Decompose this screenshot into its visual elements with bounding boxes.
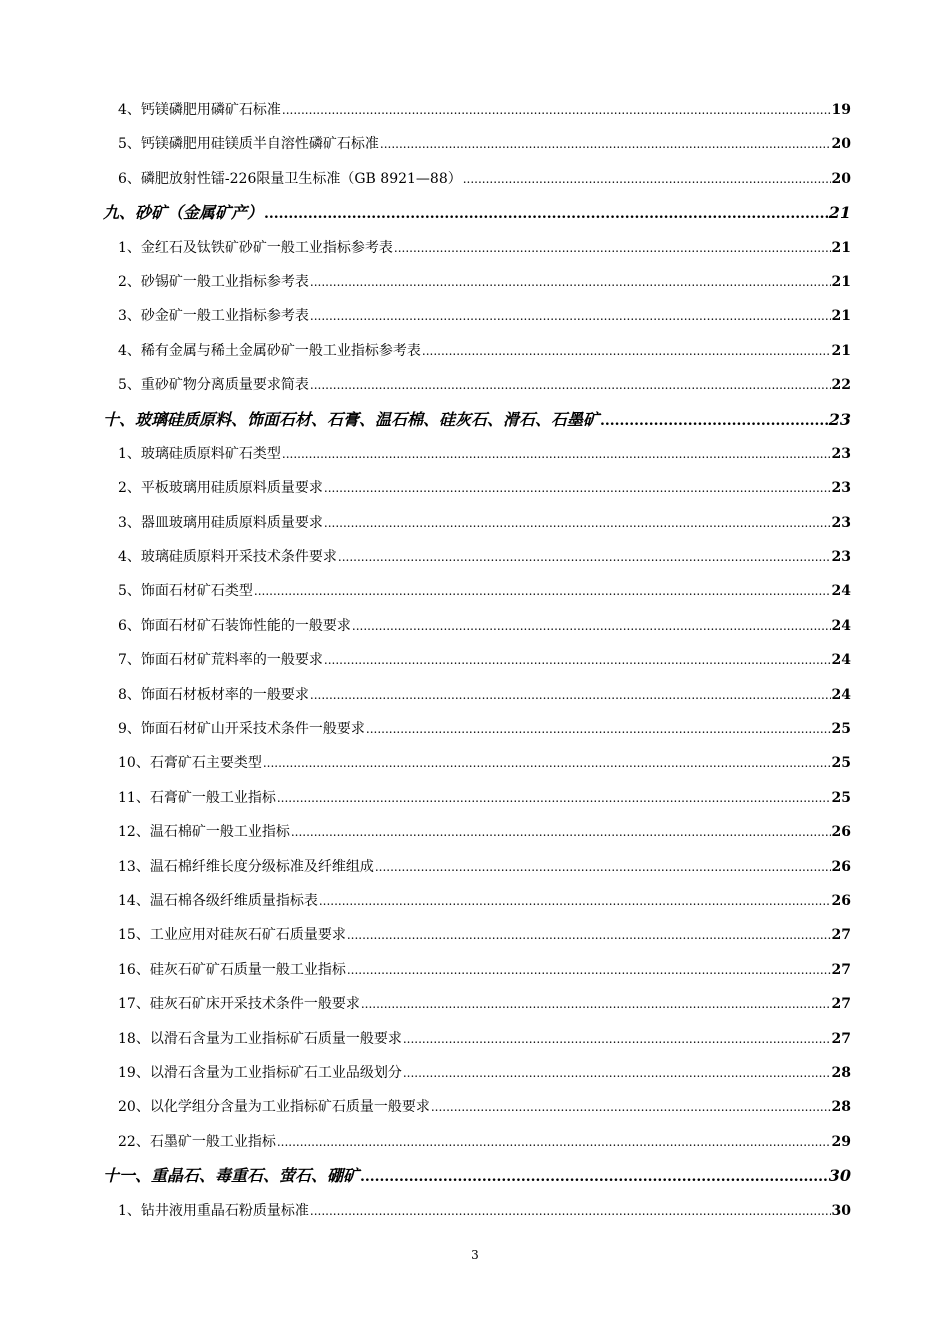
dot-leader: [463, 162, 831, 196]
toc-entry-title: 8、饰面石材板材率的一般要求: [118, 686, 309, 703]
toc-entry-page: 23: [831, 445, 851, 462]
dot-leader: [263, 746, 831, 780]
toc-entry-title: 18、以滑石含量为工业指标矿石质量一般要求: [118, 1030, 402, 1047]
toc-entry-page: 19: [831, 102, 851, 118]
toc-entry-page: 30: [831, 1202, 851, 1219]
dot-leader: [403, 1056, 831, 1090]
dot-leader: [431, 1090, 831, 1124]
dot-leader: [422, 334, 831, 368]
toc-entry[interactable]: [103, 884, 851, 918]
toc-entry[interactable]: [103, 1194, 851, 1228]
dot-leader: [347, 953, 831, 987]
toc-entry[interactable]: [103, 231, 851, 265]
toc-entry-title: 16、硅灰石矿矿石质量一般工业指标: [118, 961, 346, 978]
dot-leader: [403, 1022, 831, 1056]
dot-leader: [352, 609, 831, 643]
dot-leader: [319, 884, 831, 918]
dot-leader: [264, 197, 828, 231]
dot-leader: [324, 471, 831, 505]
toc-entry[interactable]: [103, 162, 851, 196]
toc-entry-page: 26: [831, 892, 851, 909]
toc-entry-title: 4、稀有金属与稀土金属砂矿一般工业指标参考表: [118, 342, 421, 359]
toc-entry-title: 3、器皿玻璃用硅质原料质量要求: [118, 514, 323, 531]
toc-entry-title: 14、温石棉各级纤维质量指标表: [118, 892, 318, 909]
toc-entry-page: 28: [831, 1064, 851, 1081]
toc-entry[interactable]: [103, 334, 851, 368]
toc-entry-page: 24: [831, 652, 851, 669]
toc-entry-title: 20、以化学组分含量为工业指标矿石质量一般要求: [118, 1099, 430, 1116]
toc-section-heading[interactable]: [103, 1159, 851, 1193]
toc-entry-page: 24: [831, 686, 851, 703]
toc-entry[interactable]: [103, 953, 851, 987]
toc-entry-page: 26: [831, 858, 851, 875]
toc-entry-page: 27: [831, 1030, 851, 1047]
dot-leader: [375, 850, 831, 884]
dot-leader: [324, 506, 831, 540]
toc-entry-page: 25: [831, 789, 851, 806]
toc-entry[interactable]: [103, 678, 851, 712]
toc-entry[interactable]: [103, 850, 851, 884]
toc-entry[interactable]: [103, 815, 851, 849]
toc-entry-page: 21: [828, 203, 851, 223]
toc-entry-title: 4、钙镁磷肥用磷矿石标准: [118, 102, 281, 118]
toc-entry-title: 9、饰面石材矿山开采技术条件一般要求: [118, 721, 365, 738]
dot-leader: [310, 368, 831, 402]
dot-leader: [380, 127, 831, 161]
toc-entry-page: 23: [828, 409, 851, 429]
toc-entry-page: 27: [831, 996, 851, 1013]
toc-entry-title: 1、钻井液用重晶石粉质量标准: [118, 1202, 309, 1219]
toc-entry-page: 20: [831, 136, 851, 153]
toc-entry[interactable]: [103, 781, 851, 815]
toc-entry-title: 十一、重晶石、毒重石、萤石、硼矿: [103, 1166, 360, 1186]
toc-entry[interactable]: [103, 574, 851, 608]
toc-entry-page: 27: [831, 927, 851, 944]
toc-entry-page: 25: [831, 721, 851, 738]
toc-entry[interactable]: [103, 299, 851, 333]
toc-entry[interactable]: [103, 746, 851, 780]
toc-entry-title: 12、温石棉矿一般工业指标: [118, 824, 290, 841]
toc-entry-title: 九、砂矿（金属矿产）: [103, 203, 264, 223]
dot-leader: [277, 1125, 831, 1159]
toc-entry[interactable]: [103, 1022, 851, 1056]
dot-leader: [310, 299, 831, 333]
toc-entry-page: 24: [831, 583, 851, 600]
dot-leader: [361, 987, 831, 1021]
dot-leader: [366, 712, 831, 746]
toc-entry-title: 5、钙镁磷肥用硅镁质半自溶性磷矿石标准: [118, 136, 379, 153]
toc-entry[interactable]: [103, 93, 851, 127]
dot-leader: [600, 404, 828, 438]
toc-entry-page: 23: [831, 514, 851, 531]
page-number: 3: [471, 1248, 479, 1262]
toc-entry-title: 2、砂锡矿一般工业指标参考表: [118, 273, 309, 290]
toc-entry-title: 4、玻璃硅质原料开采技术条件要求: [118, 549, 337, 566]
toc-entry[interactable]: [103, 265, 851, 299]
dot-leader: [360, 1160, 828, 1194]
toc-entry-page: 24: [831, 617, 851, 634]
toc-entry-title: 2、平板玻璃用硅质原料质量要求: [118, 480, 323, 497]
toc-entry-page: 21: [831, 308, 851, 325]
toc-entry[interactable]: [103, 987, 851, 1021]
dot-leader: [310, 678, 831, 712]
dot-leader: [254, 574, 831, 608]
dot-leader: [310, 265, 831, 299]
toc-entry[interactable]: [103, 540, 851, 574]
toc-entry-page: 29: [831, 1133, 851, 1150]
dot-leader: [291, 815, 831, 849]
toc-entry-page: 27: [831, 961, 851, 978]
toc-entry[interactable]: [103, 368, 851, 402]
dot-leader: [277, 781, 831, 815]
toc-entry-page: 26: [831, 824, 851, 841]
dot-leader: [310, 1194, 831, 1228]
toc-entry-title: 13、温石棉纤维长度分级标准及纤维组成: [118, 858, 374, 875]
toc-entry-title: 5、饰面石材矿石类型: [118, 583, 253, 600]
toc-entry-page: 28: [831, 1099, 851, 1116]
toc-entry-page: 20: [831, 170, 851, 187]
toc-entry[interactable]: [103, 918, 851, 952]
toc-entry-title: 1、玻璃硅质原料矿石类型: [118, 445, 281, 462]
toc-entry-title: 3、砂金矿一般工业指标参考表: [118, 308, 309, 325]
toc-entry-title: 5、重砂矿物分离质量要求简表: [118, 377, 309, 394]
toc-section-heading[interactable]: [103, 403, 851, 437]
dot-leader: [324, 643, 831, 677]
toc-entry[interactable]: [103, 127, 851, 161]
toc-entry-page: 23: [831, 549, 851, 566]
toc-entry[interactable]: [103, 437, 851, 471]
toc-entry-page: 25: [831, 755, 851, 772]
toc-entry-title: 6、磷肥放射性镭-226限量卫生标准（GB 8921—88）: [118, 170, 462, 187]
toc-entry-page: 23: [831, 480, 851, 497]
dot-leader: [282, 437, 831, 471]
toc-entry[interactable]: [103, 506, 851, 540]
toc-entry-title: 6、饰面石材矿石装饰性能的一般要求: [118, 617, 351, 634]
table-of-contents: [103, 93, 851, 1228]
toc-section-heading[interactable]: [103, 196, 851, 230]
toc-entry[interactable]: [103, 471, 851, 505]
toc-entry-title: 1、金红石及钛铁矿砂矿一般工业指标参考表: [118, 239, 393, 256]
toc-entry-title: 10、石膏矿石主要类型: [118, 755, 262, 772]
toc-entry-title: 22、石墨矿一般工业指标: [118, 1133, 276, 1150]
toc-entry[interactable]: [103, 712, 851, 746]
toc-entry[interactable]: [103, 643, 851, 677]
toc-entry-title: 7、饰面石材矿荒料率的一般要求: [118, 652, 323, 669]
toc-entry-page: 30: [828, 1166, 851, 1186]
dot-leader: [282, 93, 831, 127]
dot-leader: [338, 540, 831, 574]
toc-entry[interactable]: [103, 1056, 851, 1090]
toc-entry-page: 21: [831, 239, 851, 256]
toc-entry-page: 21: [831, 342, 851, 359]
toc-entry[interactable]: [103, 609, 851, 643]
toc-entry-title: 15、工业应用对硅灰石矿石质量要求: [118, 927, 346, 944]
toc-entry-page: 22: [831, 377, 851, 394]
dot-leader: [347, 918, 831, 952]
toc-entry-title: 17、硅灰石矿床开采技术条件一般要求: [118, 996, 360, 1013]
toc-entry-title: 十、玻璃硅质原料、饰面石材、石膏、温石棉、硅灰石、滑石、石墨矿: [103, 409, 600, 429]
toc-entry-title: 19、以滑石含量为工业指标矿石工业品级划分: [118, 1064, 402, 1081]
toc-entry[interactable]: [103, 1125, 851, 1159]
dot-leader: [394, 231, 831, 265]
toc-entry-page: 21: [831, 273, 851, 290]
toc-entry-title: 11、石膏矿一般工业指标: [118, 789, 276, 806]
toc-entry[interactable]: [103, 1090, 851, 1124]
